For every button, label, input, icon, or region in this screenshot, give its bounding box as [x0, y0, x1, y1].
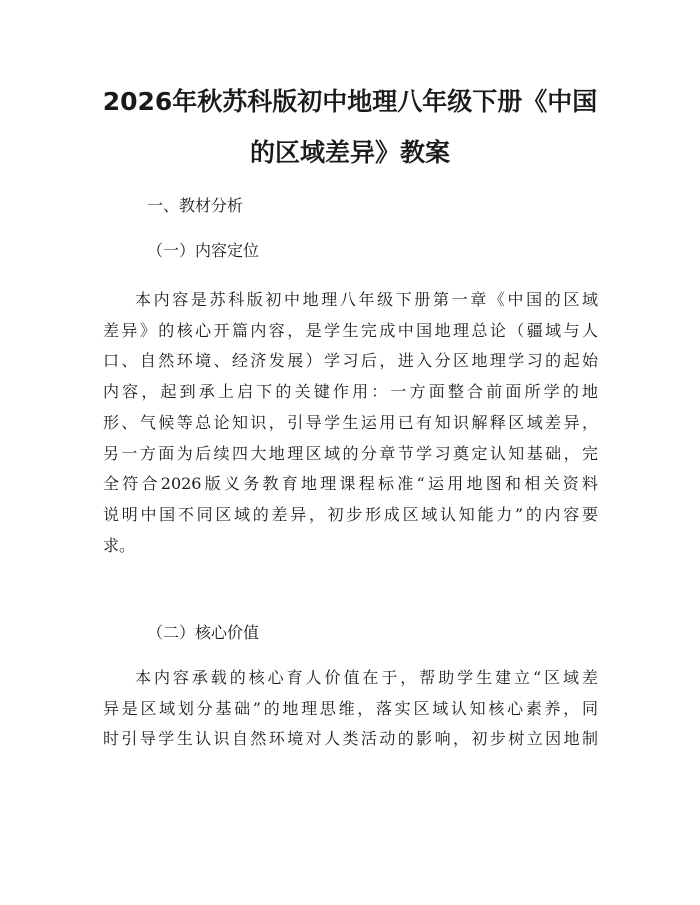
paragraph-line: 本内容承载的核心育人价值在于，帮助学生建立“区域差: [135, 668, 598, 687]
paragraph-line: 时引导学生认识自然环境对人类活动的影响，初步树立因地制: [103, 729, 598, 749]
paragraph-core-value: [103, 663, 598, 755]
subsection-heading-core-value: （二）核心价值: [147, 623, 260, 642]
paragraph-line: 内容，起到承上启下的关键作用：一方面整合前面所学的地: [103, 382, 598, 402]
paragraph-line: 形、气候等总论知识，引导学生运用已有知识解释区域差异，: [103, 412, 598, 432]
title-line: 2026年秋苏科版初中地理八年级下册《中国: [102, 87, 598, 116]
paragraph-line: 异是区域划分基础”的地理思维，落实区域认知核心素养，同: [103, 698, 598, 718]
paragraph-line: 全符合2026版义务教育地理课程标准“运用地图和相关资料: [103, 474, 598, 494]
paragraph-content-positioning: [103, 285, 598, 561]
paragraph-line: 说明中国不同区域的差异，初步形成区域认知能力”的内容要: [103, 504, 598, 524]
document-title: [90, 76, 610, 178]
paragraph-line: 差异》的核心开篇内容，是学生完成中国地理总论（疆域与人: [103, 320, 598, 340]
paragraph-line: 求。: [103, 535, 136, 555]
paragraph-line: 口、自然环境、经济发展）学习后，进入分区地理学习的起始: [103, 351, 598, 371]
paragraph-line: 本内容是苏科版初中地理八年级下册第一章《中国的区域: [135, 290, 598, 309]
paragraph-line: 另一方面为后续四大地理区域的分章节学习奠定认知基础，完: [103, 443, 598, 463]
section-heading-teaching-material-analysis: 一、教材分析: [147, 196, 244, 215]
subsection-heading-content-positioning: （一）内容定位: [147, 241, 260, 260]
title-line: 的区域差异》教案: [249, 138, 450, 167]
